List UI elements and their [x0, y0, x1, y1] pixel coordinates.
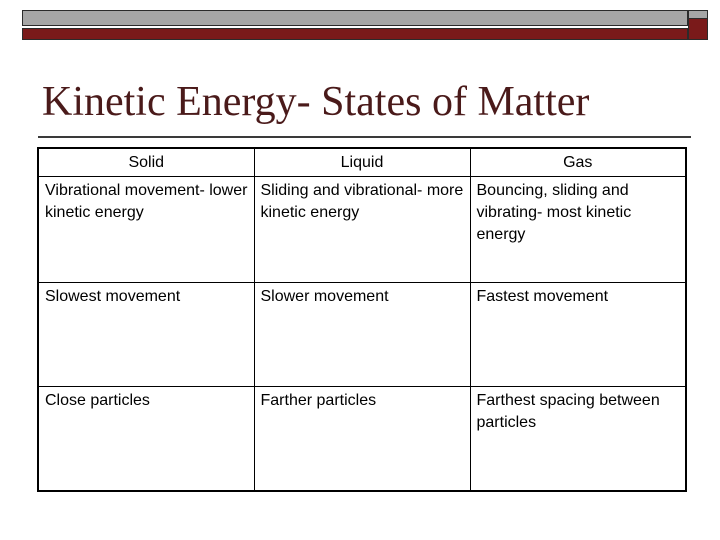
table-row	[38, 387, 686, 492]
table-header-row	[38, 148, 686, 177]
header-bar-red	[22, 28, 688, 40]
cell-liquid-movement: Slower movement	[254, 283, 470, 387]
header-liquid: Liquid	[254, 148, 470, 177]
cell-solid-movement: Slowest movement	[38, 283, 254, 387]
cell-gas-energy: Bouncing, sliding and vibrating- most kinetic energy	[470, 177, 686, 283]
cell-solid-spacing: Close particles	[38, 387, 254, 492]
states-of-matter-table	[37, 147, 687, 492]
cell-solid-energy: Vibrational movement- lower kinetic energy	[38, 177, 254, 283]
cell-liquid-spacing: Farther particles	[254, 387, 470, 492]
table-row	[38, 177, 686, 283]
header-solid: Solid	[38, 148, 254, 177]
cell-gas-spacing: Farthest spacing between particles	[470, 387, 686, 492]
header-square-red	[688, 18, 708, 40]
cell-gas-movement: Fastest movement	[470, 283, 686, 387]
slide-title: Kinetic Energy- States of Matter	[42, 79, 590, 125]
title-underline	[38, 136, 691, 138]
cell-liquid-energy: Sliding and vibrational- more kinetic energy	[254, 177, 470, 283]
table-row	[38, 283, 686, 387]
header-gas: Gas	[470, 148, 686, 177]
header-bar-gray	[22, 10, 688, 26]
